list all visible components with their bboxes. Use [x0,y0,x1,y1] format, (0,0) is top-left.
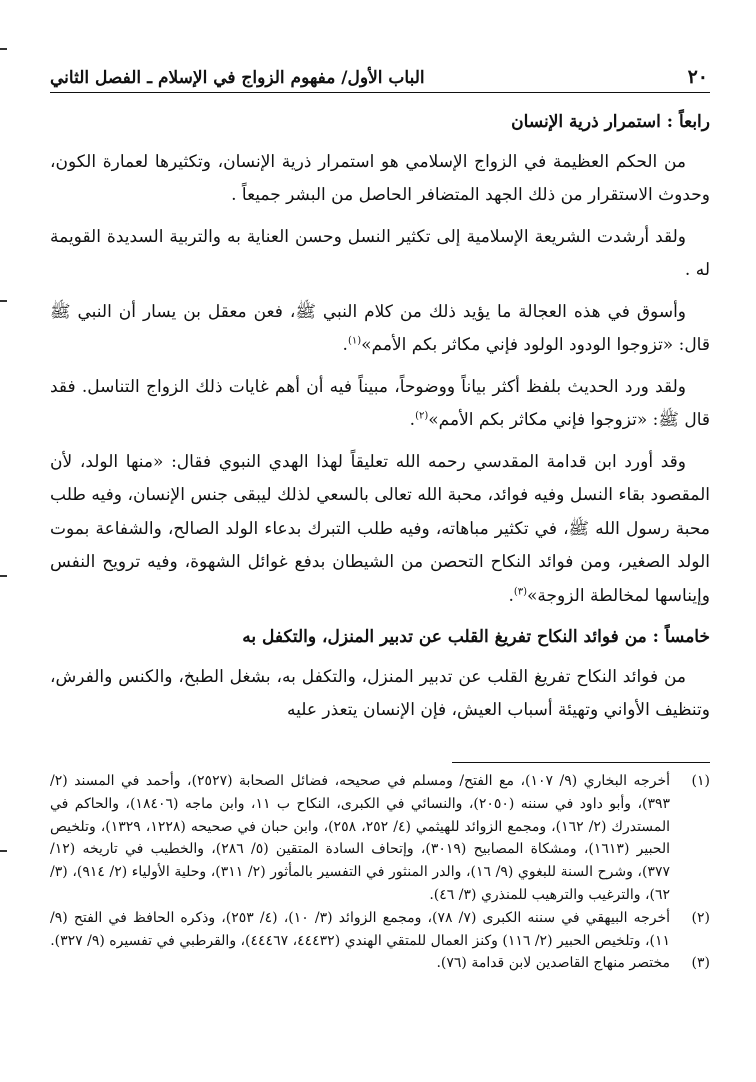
scan-mark [0,300,7,302]
paragraph-3-text: وأسوق في هذه العجالة ما يؤيد ذلك من كلام النبي ﷺ، فعن معقل بن يسار أن النبي ﷺ قال: «تزوجوا الودود الولود فإني مكاثر بكم الأمم» [50,301,710,355]
paragraph-5-text: وقد أورد ابن قدامة المقدسي رحمه الله تعليقاً لهذا الهدي النبوي فقال: «منها الولد، لأن المقصود بقاء النسل وفيه فوائد، محبة الله تعالى بالسعي لذلك ليبقى جنس الإنسان، وفيه طلب محبة رسول الله ﷺ، في تكثير مباهاته، وفيه طلب التبرك بدعاء الولد الصالح، والشفاعة بموت الولد الصغير، ومن فوائد النكاح التحصن من الشيطان بدفع غوائل الشهوة، وفيه ترويح النفس وإيناسها لمخالطة الزوجة» [50,451,710,606]
section-heading-5: خامساً : من فوائد النكاح تفريغ القلب عن تدبير المنزل، والتكفل به [242,627,710,647]
paragraph-6: من فوائد النكاح تفريغ القلب عن تدبير المنزل، والتكفل به، بشغل الطبخ، والكنس والفرش، وتنظيف الأواني وتهيئة أسباب العيش، فإن الإنسان يتعذر عليه [50,666,710,720]
header-divider [50,92,710,93]
running-title: الباب الأول/ مفهوم الزواج في الإسلام ـ الفصل الثاني [50,68,425,88]
paragraph-4-end: . [409,410,416,430]
footnote-2 [50,907,710,953]
paragraph-1: من الحكم العظيمة في الزواج الإسلامي هو استمرار ذرية الإنسان، وتكثيرها لعمارة الكون، وحدوث الاستقرار من ذلك الجهد المتضافر الحاصل من البشر جميعاً . [50,151,710,205]
footnote-ref-2[interactable]: (٢) [415,410,429,422]
page-number: ٢٠ [687,66,708,88]
footnote-3 [50,952,710,975]
paragraph-3 [50,296,710,363]
footnote-ref-1[interactable]: (١) [347,335,362,347]
footnote-text: أخرجه البخاري (٩/ ١٠٧)، مع الفتح/ ومسلم في صحيحه، فضائل الصحابة (٢٥٢٧)، وأحمد في المسند (٢/ ٣٩٣)، وأبو داود في سننه (٢٠٥٠)، والنسائي في الكبرى، النكاح ب ١١، وابن ماجه (١٨٤٠٦)، والحاكم في المستدرك (٢/ ١٦٢)، ومجمع الزوائد للهيثمي (٤/ ٢٥٢، ٢٥٨)، وابن حبان في صحيحه (١٢٢٨، ١٣٢٩)، وتلخيص الحبير (١٦١٣)، ومشكاة المصابيح (٣٠١٩)، وإتحاف السادة المتقين (٥/ ٢٨٦)، والخطيب في تاريخه (١٢/ ٣٧٧)، وشرح السنة للبغوي (٩/ ١٦)، والدر المنثور في التفسير بالمأثور (٢/ ٣١١)، وحلية الأولياء (٢/ ٩١٤)، (٣/ ٦٢)، والترغيب والترهيب للمنذري (٣/ ٤٦). [50,773,671,903]
footnotes [50,770,710,975]
page-header [50,58,708,88]
paragraph-4 [50,371,710,438]
scan-mark [0,48,7,50]
footnote-number: (٣) [691,955,710,972]
footnote-ref-3[interactable]: (٣) [513,585,528,597]
main-text [50,106,710,736]
paragraph-5-end: . [508,585,514,606]
paragraph-5 [50,446,710,614]
section-heading-4: رابعاً : استمرار ذرية الإنسان [511,112,710,132]
paragraph-3-end: . [342,335,348,355]
scan-mark [0,850,7,852]
paragraph-4-text: ولقد ورد الحديث بلفظ أكثر بياناً ووضوحاً، مبيناً فيه أن أهم غايات ذلك الزواج التناسل. فقد قال ﷺ: «تزوجوا فإني مكاثر بكم الأمم» [50,376,710,430]
paragraph-2: ولقد أرشدت الشريعة الإسلامية إلى تكثير النسل وحسن العناية به والتربية السديدة القويمة له . [50,226,710,280]
scan-mark [0,575,7,577]
footnote-text: أخرجه البيهقي في سننه الكبرى (٧/ ٧٨)، ومجمع الزوائد (٣/ ١٠)، (٤/ ٢٥٣)، وذكره الحافظ في الفتح (٩/ ١١)، وتلخيص الحبير (٢/ ١١٦) وكنز العمال للمتقي الهندي (٤٤٤٣٢، ٤٤٤٦٧)، والقرطبي في تفسيره (٩/ ٣٢٧). [50,909,671,949]
footnote-divider [452,762,710,763]
footnote-number: (١) [691,773,710,789]
footnote-number: (٢) [691,909,710,926]
footnote-1 [50,770,710,907]
footnote-text: مختصر منهاج القاصدين لابن قدامة (٧٦). [436,955,670,972]
